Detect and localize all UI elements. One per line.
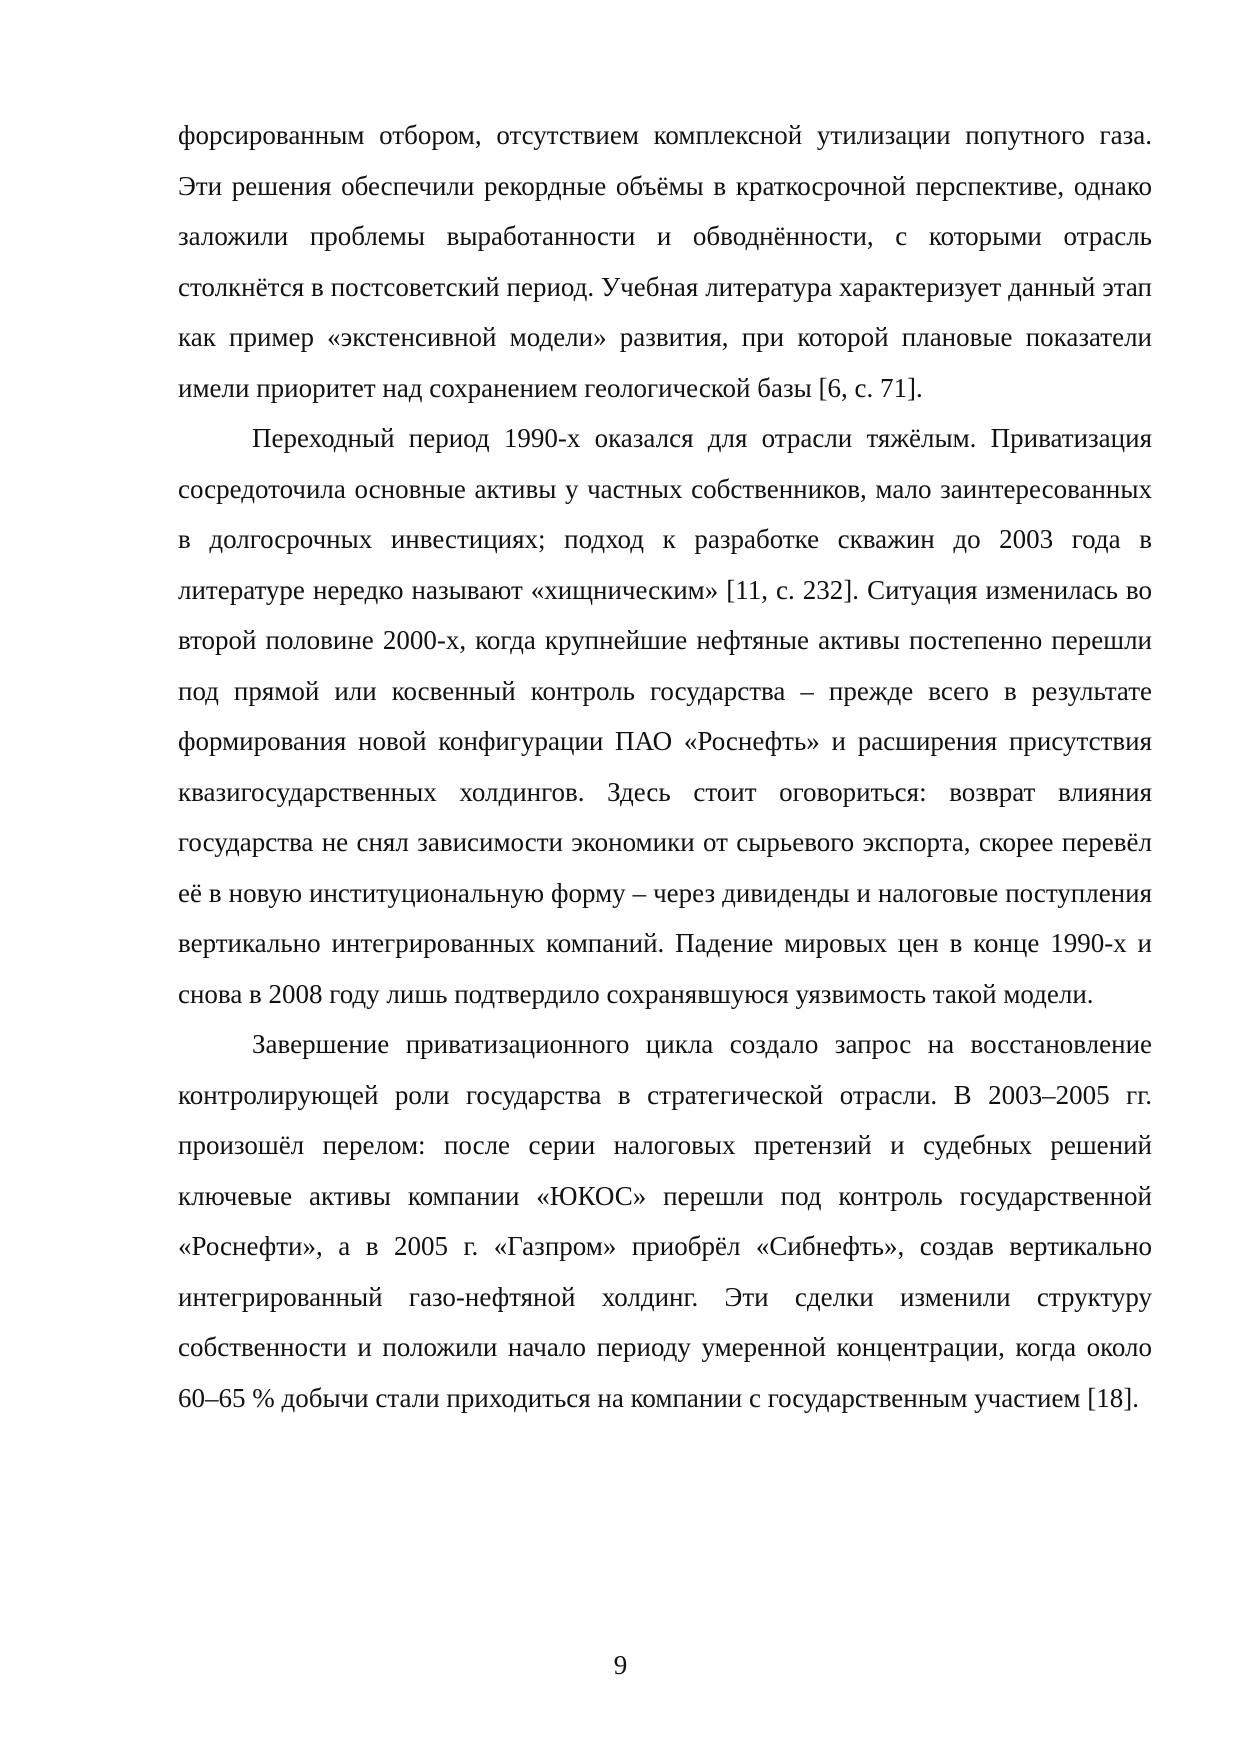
- page-number: 9: [613, 1650, 628, 1680]
- body-text: [178, 110, 1152, 1423]
- paragraph-continued: форсированным отбором, отсутствием комплексной утилизации попутного газа. Эти решения обеспечили рекордные объёмы в краткосрочной перспективе, однако заложили проблемы выработанности и обводнённости, с которыми отрасль столкнётся в постсоветский период. Учебная литература характеризует данный этап как пример «экстенсивной модели» развития, при которой плановые показатели имели приоритет над сохранением геологической базы [6, с. 71].: [178, 120, 1152, 403]
- paragraph-privatization-end: Завершение приватизационного цикла создало запрос на восстановление контролирующей роли государства в стратегической отрасли. В 2003–2005 гг. произошёл перелом: после серии налоговых претензий и судебных решений ключевые активы компании «ЮКОС» перешли под контроль государственной «Роснефти», а в 2005 г. «Газпром» приобрёл «Сибнефть», создав вертикально интегрированный газо-нефтяной холдинг. Эти сделки изменили структуру собственности и положили начало периоду умеренной концентрации, когда около 60–65 % добычи стали приходиться на компании с государственным участием [18].: [178, 1029, 1152, 1413]
- paragraph-transition-period: Переходный период 1990-х оказался для отрасли тяжёлым. Приватизация сосредоточила основные активы у частных собственников, мало заинтересованных в долгосрочных инвестициях; подход к разработке скважин до 2003 года в литературе нередко называют «хищническим» [11, с. 232]. Ситуация изменилась во второй половине 2000-х, когда крупнейшие нефтяные активы постепенно перешли под прямой или косвенный контроль государства – прежде всего в результате формирования новой конфигурации ПАО «Роснефть» и расширения присутствия квазигосударственных холдингов. Здесь стоит оговориться: возврат влияния государства не снял зависимости экономики от сырьевого экспорта, скорее перевёл её в новую институциональную форму – через дивиденды и налоговые поступления вертикально интегрированных компаний. Падение мировых цен в конце 1990-х и снова в 2008 году лишь подтвердило сохранявшуюся уязвимость такой модели.: [178, 423, 1152, 1009]
